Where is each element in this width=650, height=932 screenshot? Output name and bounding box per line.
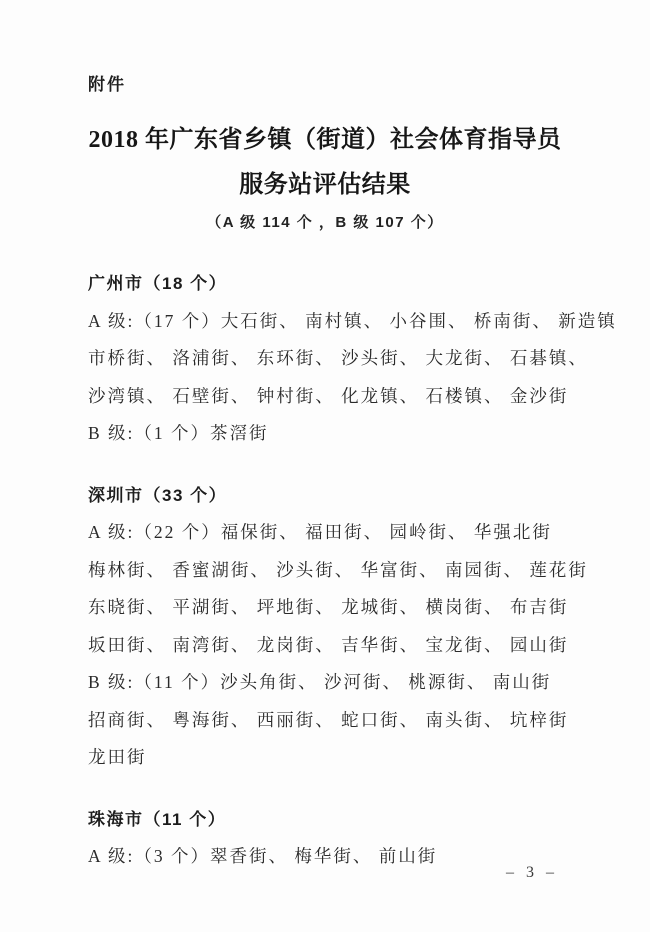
- station-list-line: 市桥街、 洛浦街、 东环街、 沙头街、 大龙街、 石碁镇、: [88, 348, 588, 368]
- city-heading-guangzhou: 广州市（18 个）: [88, 274, 228, 293]
- document-title-line-1: 2018 年广东省乡镇（街道）社会体育指导员: [88, 127, 562, 153]
- station-list-line: 沙湾镇、 石壁街、 钟村街、 化龙镇、 石楼镇、 金沙街: [88, 385, 569, 406]
- station-list-line: 梅林街、 香蜜湖街、 沙头街、 华富街、 南园街、 莲花街: [88, 559, 588, 580]
- city-section-shenzhen: [88, 477, 588, 777]
- city-heading-zhuhai: 珠海市（11 个）: [88, 809, 227, 829]
- station-list-line: B 级:（11 个）沙头角街、 沙河街、 桃源街、 南山街: [88, 672, 552, 692]
- document-title-line-2: 服务站评估结果: [239, 172, 411, 198]
- station-list-line: B 级:（1 个）茶滘街: [88, 423, 269, 443]
- station-list-line: 龙田街: [88, 747, 147, 767]
- station-list-line: A 级:（17 个）大石街、 南村镇、 小谷围、 桥南街、 新造镇: [88, 310, 617, 331]
- station-list-line: A 级:（22 个）福保街、 福田街、 园岭街、 华强北街: [88, 522, 552, 542]
- evaluation-results: [88, 265, 617, 900]
- grade-summary: （A 级 114 个 ，B 级 107 个）: [206, 214, 444, 231]
- document-title: [0, 118, 650, 208]
- station-list-line: 坂田街、 南湾街、 龙岗街、 吉华街、 宝龙街、 园山街: [88, 634, 569, 655]
- attachment-label: 附件: [88, 75, 126, 94]
- city-heading-shenzhen: 深圳市（33 个）: [88, 485, 228, 505]
- page-number: – 3 –: [506, 864, 558, 881]
- city-section-guangzhou: [88, 265, 617, 453]
- station-list-line: 东晓街、 平湖街、 坪地街、 龙城街、 横岗街、 布吉街: [88, 597, 569, 617]
- city-section-zhuhai: [88, 801, 562, 876]
- station-list-line: 招商街、 粤海街、 西丽街、 蛇口街、 南头街、 坑梓街: [88, 709, 569, 730]
- station-list-line: A 级:（3 个）翠香街、 梅华街、 前山街: [88, 846, 438, 866]
